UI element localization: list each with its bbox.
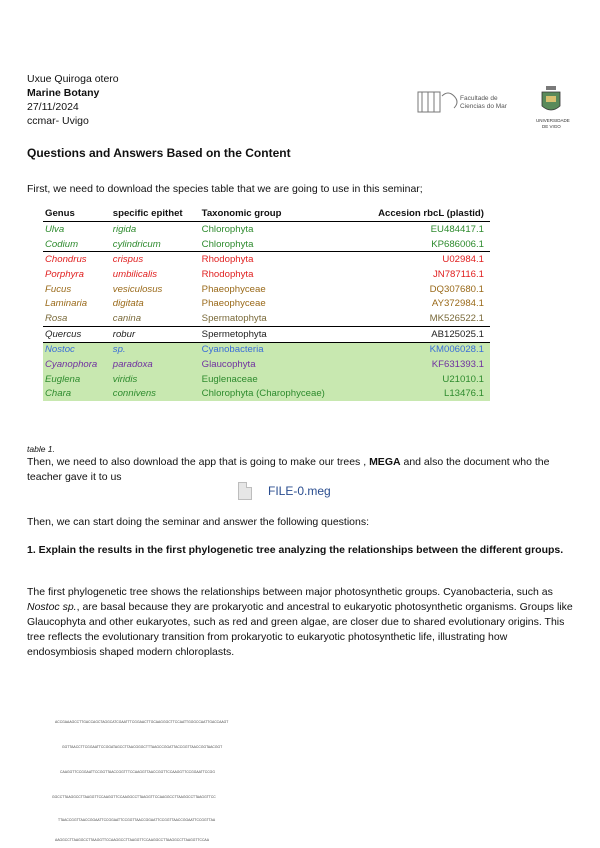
cell-accession: EU484417.1 — [430, 223, 484, 235]
university-logo-line2: DE VIGO — [542, 124, 561, 129]
author-name: Uxue Quiroga otero — [27, 73, 119, 85]
intro-paragraph: First, we need to download the species table that we are going to use in this seminar; — [27, 183, 423, 195]
cell-group: Phaeophyceae — [201, 283, 266, 295]
cell-epithet: paradoxa — [111, 357, 200, 372]
table-caption: table 1. — [27, 444, 55, 454]
file-icon — [238, 482, 252, 500]
table-row — [43, 222, 490, 237]
cell-group: Spermatophyta — [201, 312, 267, 324]
column-header-group: Taxonomic group — [200, 205, 353, 222]
start-paragraph: Then, we can start doing the seminar and answer the following questions: — [27, 516, 370, 528]
species-table — [43, 205, 490, 401]
table-header-row — [43, 205, 490, 222]
cell-group: Spermetophyta — [200, 326, 353, 342]
cell-epithet: digitata — [112, 298, 144, 310]
table-row — [43, 372, 490, 387]
tree-line: TTAACCGGTTAACCGGAATTCCGGAATTCCGGTTAACCGGAATTCCGGTTAACCGGAATTCCGGTTAA — [58, 818, 216, 822]
cell-accession: MK526522.1 — [429, 312, 484, 324]
table-row — [43, 342, 490, 357]
tree-line: GGTTAACCTTCGGAATTCCGGATAGCCTTAACGGGCTTTAAGCCGGATTACCGGTTAACCGGTAACGGT — [62, 745, 223, 749]
cell-epithet: canina — [112, 312, 142, 324]
cell-epithet: cylindricum — [112, 238, 161, 250]
cell-genus: Codium — [45, 238, 79, 250]
table-row — [43, 311, 490, 326]
tree-line: AAGGCCTTAAGGCCTTAAGGTTCCAAGGCCTTAAGGTTCCAAGGCCTTAAGGCCTTAAGGTTCCAA — [55, 838, 209, 842]
mega-text-after: and also the document who the teacher gave it to us — [27, 456, 550, 483]
tree-line: CAAGGTTCCGGAATTCCGGTTAACCGGTTTCCAAGGTTAACCGGTTCCAAGGTTCCGGAATTCCGG — [60, 770, 215, 774]
cell-accession: KP686006.1 — [431, 238, 484, 250]
cell-epithet: viridis — [111, 372, 200, 387]
answer-1-part2: , are basal because they are prokaryotic and ancestral to eukaryotic photosynthetic organisms. Groups like Glaucophyta and other eukaryotes, such as red and green algae, are closer due to shared evolutionary origins. This tree reflects the evolutionary transition from prokaryotic to eukaryotic photosynthetic life, illustrating how endosymbiosis shaped modern chloroplasts. — [27, 601, 573, 658]
cell-epithet: robur — [111, 326, 200, 342]
cell-genus: Fucus — [45, 283, 72, 295]
tree-line: GGCCTTAAGGCCTTAAGGTTCCAAGGTTCCAAGGCCTTAAGGTTCCAAGGCCTTAAGGCCTTAAGGTTCC — [52, 795, 216, 799]
course-name: Marine Botany — [27, 87, 100, 99]
column-header-genus: Genus — [43, 205, 111, 222]
cell-genus: Quercus — [43, 326, 111, 342]
faculty-logo-line1: Facultade de — [460, 95, 498, 102]
cell-group: Chlorophyta — [201, 223, 254, 235]
faculty-logo — [416, 82, 576, 134]
cell-group: Chlorophyta — [201, 238, 254, 250]
faculty-logo-line2: Ciencias do Mar — [460, 103, 507, 110]
date: 27/11/2024 — [27, 101, 79, 113]
table-row — [43, 296, 490, 311]
table-row — [43, 387, 490, 402]
file-name[interactable]: FILE-0.meg — [268, 484, 331, 498]
page-title: Questions and Answers Based on the Content — [27, 146, 291, 160]
cell-accession: DQ307680.1 — [429, 283, 484, 295]
cell-group: Glaucophyta — [200, 357, 353, 372]
mega-app-name: MEGA — [369, 456, 401, 468]
cell-epithet: rigida — [112, 223, 137, 235]
cell-genus: Ulva — [45, 223, 65, 235]
cell-accession: U02984.1 — [353, 252, 490, 267]
cell-genus: Chara — [43, 387, 111, 402]
cell-epithet: vesiculosus — [112, 283, 163, 295]
cell-group: Chlorophyta (Charophyceae) — [200, 387, 353, 402]
cell-accession: L13476.1 — [353, 387, 490, 402]
table-row — [43, 252, 490, 267]
cell-genus: Cyanophora — [43, 357, 111, 372]
column-header-epithet: specific epithet — [111, 205, 200, 222]
cell-accession: JN787116.1 — [432, 268, 484, 280]
file-attachment[interactable] — [238, 481, 331, 501]
cell-accession: U21010.1 — [353, 372, 490, 387]
university-crest-icon — [542, 86, 560, 110]
cell-accession: KF631393.1 — [353, 357, 490, 372]
cell-epithet: crispus — [111, 252, 200, 267]
institution-logos — [416, 82, 576, 134]
mega-text-before: Then, we need to also download the app that is going to make our trees , — [27, 456, 367, 468]
cell-accession: KM006028.1 — [353, 342, 490, 357]
table-row — [43, 326, 490, 342]
tree-line: ACCGAAAGCCTTGACCAGCTAGGCATCGAATTTCGGAACTTGCAAGGGCTTCCAATTGGGCCAATTGACCAAGT — [55, 720, 229, 724]
answer-1 — [27, 585, 577, 660]
table-row — [43, 282, 490, 297]
table-row — [43, 237, 490, 252]
university-logo-line1: UNIVERSIDADE — [536, 118, 570, 123]
cell-genus: Chondrus — [43, 252, 111, 267]
cell-genus: Porphyra — [45, 268, 84, 280]
table-row — [43, 267, 490, 282]
question-1: 1. Explain the results in the first phylogenetic tree analyzing the relationships between the different groups. — [27, 544, 564, 556]
cell-group: Rhodophyta — [200, 252, 353, 267]
answer-1-species: Nostoc sp. — [27, 601, 77, 613]
cell-epithet: connivens — [111, 387, 200, 402]
cell-group: Phaeophyceae — [201, 298, 266, 310]
cell-epithet: umbilicalis — [112, 268, 158, 280]
cell-group: Cyanobacteria — [200, 342, 353, 357]
table-row — [43, 357, 490, 372]
cell-group: Rhodophyta — [201, 268, 254, 280]
cell-epithet: sp. — [111, 342, 200, 357]
cell-genus: Rosa — [45, 312, 68, 324]
answer-1-part1: The first phylogenetic tree shows the relationships between major photosynthetic groups. Cyanobacteria, such as — [27, 586, 553, 598]
cell-genus: Nostoc — [43, 342, 111, 357]
cell-group: Euglenaceae — [200, 372, 353, 387]
species-table-body — [43, 222, 490, 402]
cell-genus: Laminaria — [45, 298, 88, 310]
cell-genus: Euglena — [43, 372, 111, 387]
column-header-accession: Accesion rbcL (plastid) — [353, 205, 490, 222]
cell-accession: AB125025.1 — [353, 326, 490, 342]
institution: ccmar- Uvigo — [27, 115, 89, 127]
cell-accession: AY372984.1 — [431, 298, 484, 310]
